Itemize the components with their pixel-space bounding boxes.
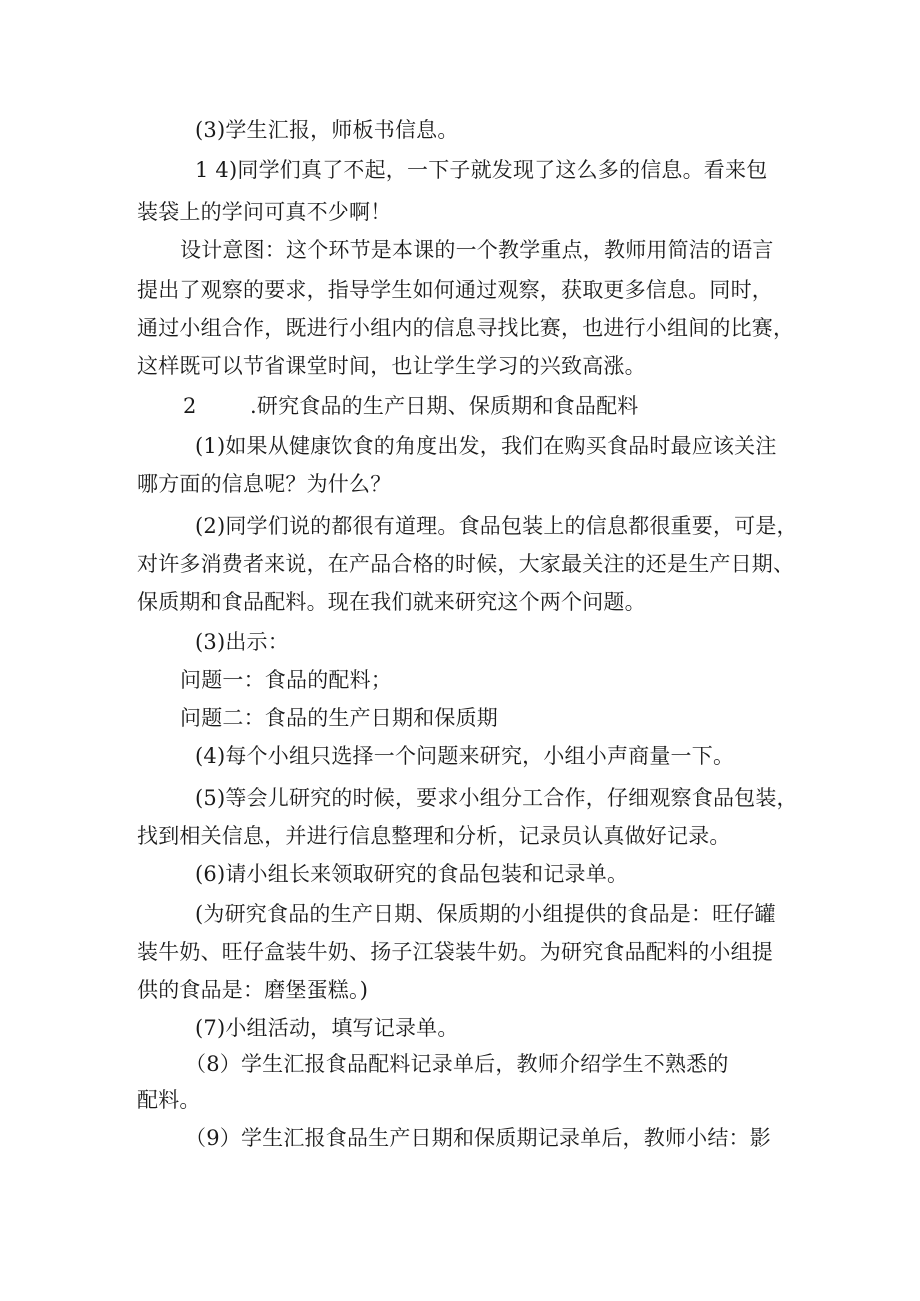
text-line: 提出了观察的要求，指导学生如何通过观察，获取更多信息。同时， bbox=[137, 278, 773, 302]
text-line: 找到相关信息，并进行信息整理和分析，记录员认真做好记录。 bbox=[137, 824, 731, 848]
text-line: 通过小组合作，既进行小组内的信息寻找比赛，也进行小组间的比赛， bbox=[137, 316, 795, 340]
text-line: (5)等会儿研究的时候，要求小组分工合作，仔细观察食品包装， bbox=[195, 786, 798, 810]
text-line: (2)同学们说的都很有道理。食品包装上的信息都很重要，可是， bbox=[195, 514, 798, 538]
text-line: （8）学生汇报食品配料记录单后，教师介绍学生不熟悉的 bbox=[185, 1052, 729, 1076]
text-line: 设计意图：这个环节是本课的一个教学重点，教师用简洁的语言 bbox=[180, 238, 774, 262]
text-line: (4)每个小组只选择一个问题来研究，小组小声商量一下。 bbox=[195, 744, 735, 768]
text-line: 问题一：食品的配料； bbox=[180, 668, 392, 692]
text-line: 配料。 bbox=[137, 1088, 201, 1112]
text-line: (6)请小组长来领取研究的食品包装和记录单。 bbox=[195, 862, 629, 886]
section-heading: .研究食品的生产日期、保质期和食品配料 bbox=[250, 394, 639, 418]
text-line: 对许多消费者来说，在产品合格的时候，大家最关注的还是生产日期、 bbox=[137, 552, 795, 576]
text-line: (为研究食品的生产日期、保质期的小组提供的食品是：旺仔罐 bbox=[195, 902, 776, 926]
text-line: 装牛奶、旺仔盒装牛奶、扬子江袋装牛奶。为研究食品配料的小组提 bbox=[137, 940, 773, 964]
text-line: 保质期和食品配料。现在我们就来研究这个两个问题。 bbox=[137, 590, 646, 614]
text-line: （9）学生汇报食品生产日期和保质期记录单后，教师小结：影 bbox=[185, 1126, 771, 1150]
text-line: (3)学生汇报，师板书信息。 bbox=[195, 118, 459, 142]
text-line: (7)小组活动，填写记录单。 bbox=[195, 1016, 459, 1040]
text-line: 哪方面的信息呢？为什么？ bbox=[137, 472, 392, 496]
text-line: 1 4)同学们真了不起，一下子就发现了这么多的信息。看来包 bbox=[195, 158, 768, 182]
text-line: 问题二：食品的生产日期和保质期 bbox=[180, 706, 498, 730]
section-number: 2 bbox=[183, 394, 197, 418]
text-line: 供的食品是：磨堡蛋糕。) bbox=[137, 978, 369, 1002]
text-line: (1)如果从健康饮食的角度出发，我们在购买食品时最应该关注 bbox=[195, 434, 777, 458]
text-line: 这样既可以节省课堂时间，也让学生学习的兴致高涨。 bbox=[137, 354, 646, 378]
text-line: (3)出示： bbox=[195, 630, 289, 654]
text-line: 装袋上的学问可真不少啊！ bbox=[137, 200, 392, 224]
